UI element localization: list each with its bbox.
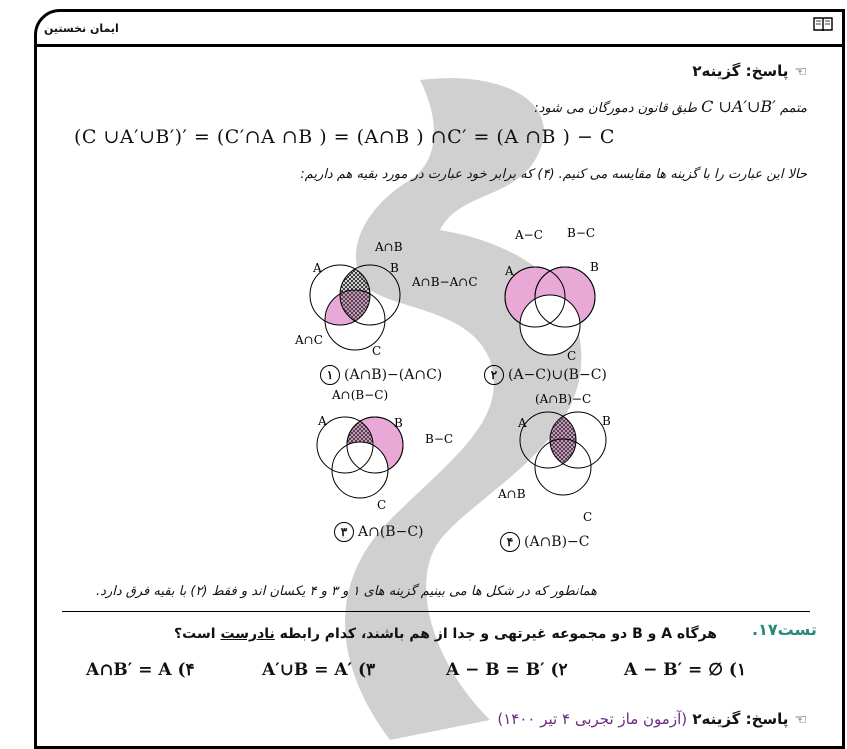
venn-2 bbox=[504, 226, 599, 363]
label-2: C bbox=[567, 349, 577, 363]
venn-4 bbox=[497, 392, 611, 524]
conclusion-text: همانطور که در شکل ها می بینیم گزینه های ۱ و ۳ و ۴ یکسان اند و فقط (۲) با بقیه فرق دارد. bbox=[96, 584, 597, 599]
complement-line: متمم C ∪A′∪B′ طبق قانون دمورگان می شود: bbox=[534, 97, 807, 116]
label-1: C bbox=[372, 344, 382, 358]
venn-1 bbox=[294, 240, 478, 358]
option-4: A∩B′ = A (۴ bbox=[86, 660, 195, 680]
label-1: A∩C bbox=[295, 333, 323, 347]
label-3: A∩(B−C) bbox=[332, 388, 389, 402]
author-name: ایمان نخستین bbox=[44, 22, 119, 35]
label-4: (A∩B)−C bbox=[535, 392, 592, 406]
label-3: A bbox=[318, 414, 327, 428]
label-3: C bbox=[377, 498, 387, 512]
label-4: A∩B bbox=[498, 487, 526, 501]
option-2: A − B = B′ (۲ bbox=[446, 660, 568, 680]
label-2: B bbox=[590, 260, 599, 274]
label-4: A bbox=[518, 416, 527, 430]
label-2: B−C bbox=[567, 226, 596, 240]
label-4: C bbox=[583, 510, 593, 524]
caption-1: ۱ (A∩B)−(A∩C) bbox=[320, 365, 442, 385]
label-1: A∩B−A∩C bbox=[412, 275, 478, 289]
venn-diagrams bbox=[280, 225, 640, 555]
caption-2: ۲ (A−C)∪(B−C) bbox=[484, 365, 607, 385]
divider bbox=[62, 611, 810, 612]
caption-4: ۴ (A∩B)−C bbox=[500, 532, 590, 552]
label-1: A∩B bbox=[375, 240, 403, 254]
answer-heading: ☜پاسخ: گزینه۲ bbox=[692, 62, 807, 80]
option-1: A − B′ = ∅ (۱ bbox=[624, 660, 747, 680]
pointing-hand-icon: ☜ bbox=[794, 64, 807, 80]
label-1: A bbox=[313, 261, 322, 275]
demorgan-formula: (C ∪A′∪B′)′ = (C′∩A ∩B ) = (A∩B ) ∩C′ = (A ∩B ) − C bbox=[74, 126, 615, 148]
label-3: B bbox=[394, 416, 403, 430]
test-number: تست۱۷. bbox=[752, 620, 817, 639]
compare-text: حالا این عبارت را با گزینه ها مقایسه می کنیم. (۴) که برابر خود عبارت در مورد بقیه هم داریم: bbox=[300, 167, 807, 182]
book-icon bbox=[813, 16, 833, 32]
label-1: B bbox=[390, 261, 399, 275]
venn-3 bbox=[317, 388, 453, 512]
label-2: A bbox=[505, 264, 514, 278]
test-question: هرگاه A و B دو مجموعه غیرتهی و جدا از هم باشند، کدام رابطه نادرست است؟ bbox=[174, 626, 717, 642]
top-bar bbox=[34, 9, 845, 47]
label-2: A−C bbox=[515, 228, 543, 242]
label-4: B bbox=[602, 414, 611, 428]
label-3: B−C bbox=[425, 432, 454, 446]
option-3: A′∪B = A′ (۳ bbox=[262, 660, 376, 680]
answer2-heading: ☜پاسخ: گزینه۲ (آزمون ماز تجربی ۴ تیر ۱۴۰۰) bbox=[497, 710, 807, 728]
pointing-hand-icon: ☜ bbox=[794, 712, 807, 728]
caption-3: ۳ A∩(B−C) bbox=[334, 522, 424, 542]
